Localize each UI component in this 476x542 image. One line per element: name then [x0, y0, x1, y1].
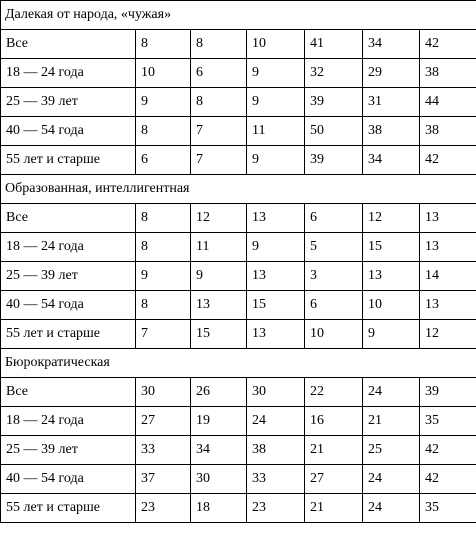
value-cell: 21 — [305, 436, 363, 465]
table-row — [1, 117, 476, 146]
value-cell: 38 — [420, 59, 476, 88]
value-cell: 12 — [363, 204, 420, 233]
value-cell: 15 — [191, 320, 247, 349]
value-cell: 39 — [420, 378, 476, 407]
value-cell: 19 — [191, 407, 247, 436]
section-title: Образованная, интеллигентная — [1, 175, 476, 204]
table-row — [1, 59, 476, 88]
value-cell: 15 — [363, 233, 420, 262]
value-cell: 33 — [247, 465, 305, 494]
value-cell: 12 — [420, 320, 476, 349]
value-cell: 33 — [136, 436, 191, 465]
row-label: 55 лет и старше — [1, 494, 136, 523]
table-row — [1, 407, 476, 436]
value-cell: 35 — [420, 494, 476, 523]
value-cell: 13 — [420, 233, 476, 262]
value-cell: 31 — [363, 88, 420, 117]
value-cell: 30 — [136, 378, 191, 407]
value-cell: 12 — [191, 204, 247, 233]
value-cell: 8 — [136, 233, 191, 262]
value-cell: 24 — [363, 378, 420, 407]
value-cell: 34 — [363, 146, 420, 175]
value-cell: 37 — [136, 465, 191, 494]
value-cell: 9 — [136, 88, 191, 117]
value-cell: 7 — [191, 117, 247, 146]
value-cell: 8 — [191, 88, 247, 117]
row-label: 55 лет и старше — [1, 320, 136, 349]
value-cell: 13 — [247, 320, 305, 349]
value-cell: 13 — [191, 291, 247, 320]
row-label: Все — [1, 30, 136, 59]
value-cell: 41 — [305, 30, 363, 59]
value-cell: 13 — [363, 262, 420, 291]
row-label: 18 — 24 года — [1, 59, 136, 88]
row-label: 25 — 39 лет — [1, 88, 136, 117]
value-cell: 25 — [363, 436, 420, 465]
value-cell: 11 — [247, 117, 305, 146]
value-cell: 6 — [305, 204, 363, 233]
value-cell: 9 — [247, 233, 305, 262]
value-cell: 9 — [363, 320, 420, 349]
value-cell: 8 — [136, 204, 191, 233]
value-cell: 13 — [247, 204, 305, 233]
value-cell: 44 — [420, 88, 476, 117]
value-cell: 38 — [420, 117, 476, 146]
row-label: 18 — 24 года — [1, 233, 136, 262]
value-cell: 15 — [247, 291, 305, 320]
table-row — [1, 494, 476, 523]
table-row — [1, 88, 476, 117]
value-cell: 35 — [420, 407, 476, 436]
value-cell: 42 — [420, 465, 476, 494]
value-cell: 16 — [305, 407, 363, 436]
value-cell: 10 — [363, 291, 420, 320]
value-cell: 21 — [363, 407, 420, 436]
value-cell: 6 — [305, 291, 363, 320]
row-label: Все — [1, 204, 136, 233]
row-label: 25 — 39 лет — [1, 262, 136, 291]
row-label: Все — [1, 378, 136, 407]
value-cell: 18 — [191, 494, 247, 523]
value-cell: 23 — [136, 494, 191, 523]
value-cell: 9 — [247, 88, 305, 117]
row-label: 40 — 54 года — [1, 465, 136, 494]
row-label: 55 лет и старше — [1, 146, 136, 175]
value-cell: 24 — [247, 407, 305, 436]
section-header-row — [1, 349, 476, 378]
value-cell: 30 — [247, 378, 305, 407]
value-cell: 24 — [363, 465, 420, 494]
table-row — [1, 30, 476, 59]
row-label: 40 — 54 года — [1, 291, 136, 320]
value-cell: 38 — [363, 117, 420, 146]
value-cell: 7 — [191, 146, 247, 175]
table-row — [1, 378, 476, 407]
value-cell: 42 — [420, 30, 476, 59]
value-cell: 13 — [420, 204, 476, 233]
value-cell: 9 — [247, 146, 305, 175]
value-cell: 14 — [420, 262, 476, 291]
value-cell: 6 — [136, 146, 191, 175]
value-cell: 6 — [191, 59, 247, 88]
value-cell: 21 — [305, 494, 363, 523]
table-row — [1, 291, 476, 320]
value-cell: 42 — [420, 436, 476, 465]
value-cell: 22 — [305, 378, 363, 407]
value-cell: 32 — [305, 59, 363, 88]
value-cell: 30 — [191, 465, 247, 494]
value-cell: 34 — [191, 436, 247, 465]
value-cell: 13 — [420, 291, 476, 320]
value-cell: 39 — [305, 146, 363, 175]
value-cell: 9 — [191, 262, 247, 291]
value-cell: 8 — [136, 117, 191, 146]
table-row — [1, 320, 476, 349]
value-cell: 42 — [420, 146, 476, 175]
section-header-row — [1, 1, 476, 30]
section-title: Далекая от народа, «чужая» — [1, 1, 476, 30]
value-cell: 11 — [191, 233, 247, 262]
value-cell: 27 — [305, 465, 363, 494]
table-row — [1, 465, 476, 494]
value-cell: 34 — [363, 30, 420, 59]
value-cell: 29 — [363, 59, 420, 88]
table-row — [1, 262, 476, 291]
table-row — [1, 146, 476, 175]
table-row — [1, 436, 476, 465]
value-cell: 10 — [247, 30, 305, 59]
value-cell: 9 — [136, 262, 191, 291]
value-cell: 26 — [191, 378, 247, 407]
value-cell: 3 — [305, 262, 363, 291]
value-cell: 5 — [305, 233, 363, 262]
row-label: 25 — 39 лет — [1, 436, 136, 465]
section-title: Бюрократическая — [1, 349, 476, 378]
value-cell: 8 — [136, 30, 191, 59]
value-cell: 50 — [305, 117, 363, 146]
value-cell: 8 — [136, 291, 191, 320]
table-row — [1, 233, 476, 262]
value-cell: 27 — [136, 407, 191, 436]
value-cell: 8 — [191, 30, 247, 59]
value-cell: 13 — [247, 262, 305, 291]
section-header-row — [1, 175, 476, 204]
value-cell: 9 — [247, 59, 305, 88]
value-cell: 23 — [247, 494, 305, 523]
data-table-body — [1, 1, 476, 523]
row-label: 40 — 54 года — [1, 117, 136, 146]
value-cell: 10 — [136, 59, 191, 88]
value-cell: 39 — [305, 88, 363, 117]
value-cell: 38 — [247, 436, 305, 465]
value-cell: 24 — [363, 494, 420, 523]
value-cell: 10 — [305, 320, 363, 349]
row-label: 18 — 24 года — [1, 407, 136, 436]
table-row — [1, 204, 476, 233]
value-cell: 7 — [136, 320, 191, 349]
